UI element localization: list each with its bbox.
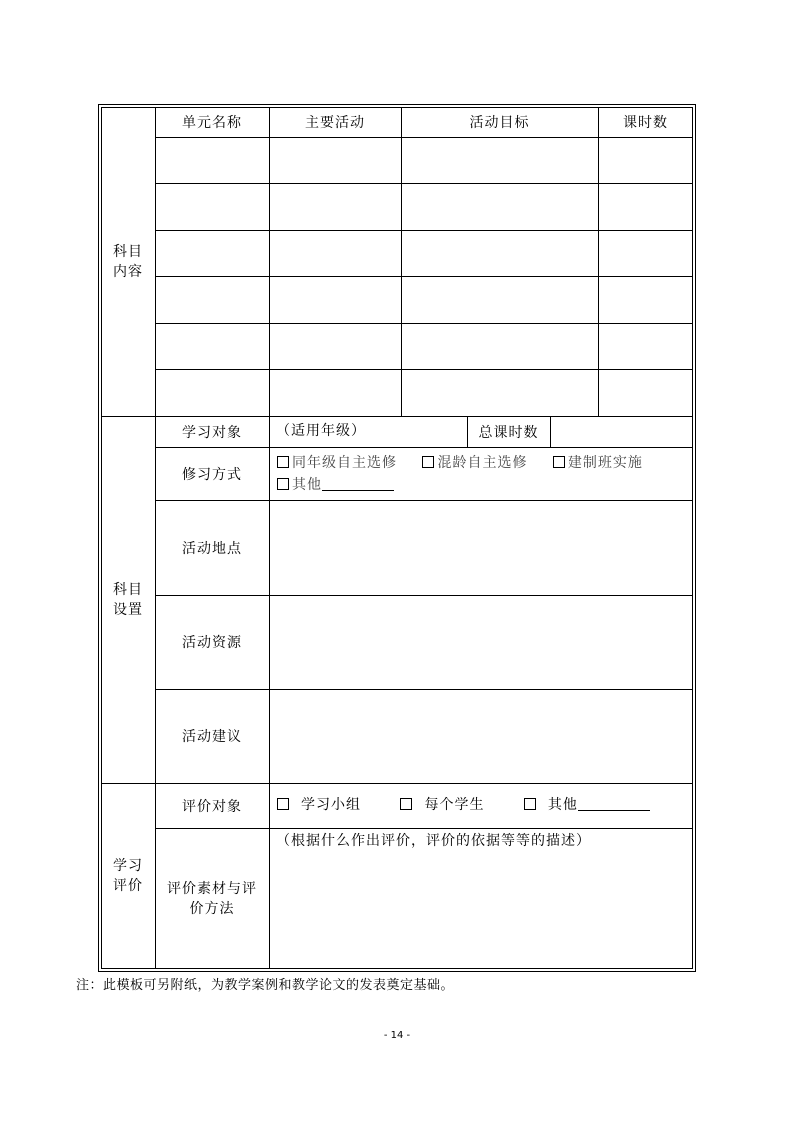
footnote: 注：此模板可另附纸，为教学案例和教学论文的发表奠定基础。 <box>76 978 455 993</box>
resources-field[interactable] <box>270 596 693 689</box>
other-blank-line <box>578 798 650 811</box>
checkbox-icon <box>553 456 565 468</box>
table-border-top <box>98 104 696 105</box>
checkbox-icon <box>277 798 289 810</box>
suggestions-field[interactable] <box>270 690 693 783</box>
checkbox-icon <box>277 478 289 490</box>
content-row-2[interactable] <box>155 184 693 230</box>
content-row-5[interactable] <box>155 324 693 369</box>
suggestions-label: 活动建议 <box>182 729 242 745</box>
mode-option-same-grade[interactable]: 同年级自主选修 <box>277 455 397 471</box>
eval-option-group[interactable]: 学习小组 <box>277 797 361 813</box>
eval-material-field[interactable] <box>276 830 691 968</box>
eval-material-hint: （根据什么作出评价，评价的依据等等的描述） <box>276 833 591 849</box>
mode-options <box>277 452 691 496</box>
mode-label: 修习方式 <box>182 466 242 483</box>
eval-object-options <box>277 783 691 828</box>
location-label: 活动地点 <box>182 540 242 557</box>
total-hours-value[interactable] <box>551 416 693 447</box>
checkbox-icon <box>524 798 536 810</box>
setup-section-label: 科目 设置 <box>113 581 143 618</box>
content-row-1[interactable] <box>155 138 693 183</box>
eval-option-student[interactable]: 每个学生 <box>400 797 484 813</box>
eval-object-label: 评价对象 <box>182 798 242 815</box>
page-number: - 14 - <box>383 1029 411 1041</box>
evaluation-section-label: 学习 评价 <box>113 858 143 894</box>
header-main-activity: 主要活动 <box>305 115 365 131</box>
header-activity-goal: 活动目标 <box>469 115 530 131</box>
content-row-6[interactable] <box>155 370 693 416</box>
content-row-4[interactable] <box>155 277 693 323</box>
table-border-right <box>695 104 696 972</box>
eval-col-line <box>269 783 270 969</box>
resources-label: 活动资源 <box>182 635 242 651</box>
checkbox-icon <box>277 456 289 468</box>
header-class-hours: 课时数 <box>623 115 668 131</box>
location-field[interactable] <box>270 501 693 595</box>
content-section-label: 科目 内容 <box>113 243 143 280</box>
checkbox-icon <box>422 456 434 468</box>
target-value[interactable]: （适用年级） <box>276 423 366 439</box>
mode-option-class[interactable]: 建制班实施 <box>553 455 643 471</box>
header-unit-name: 单元名称 <box>182 115 242 131</box>
mode-option-other[interactable]: 其他 <box>277 477 394 493</box>
target-label: 学习对象 <box>182 424 242 441</box>
mode-option-mixed-age[interactable]: 混龄自主选修 <box>422 455 527 471</box>
eval-material-label: 评价素材与评 价方法 <box>167 880 257 917</box>
other-blank-line <box>322 478 394 491</box>
total-hours-label: 总课时数 <box>478 424 539 441</box>
content-row-3[interactable] <box>155 231 693 276</box>
checkbox-icon <box>400 798 412 810</box>
eval-option-other[interactable]: 其他 <box>524 797 650 813</box>
table-border-left <box>98 104 99 972</box>
table-border-bottom <box>98 971 696 972</box>
